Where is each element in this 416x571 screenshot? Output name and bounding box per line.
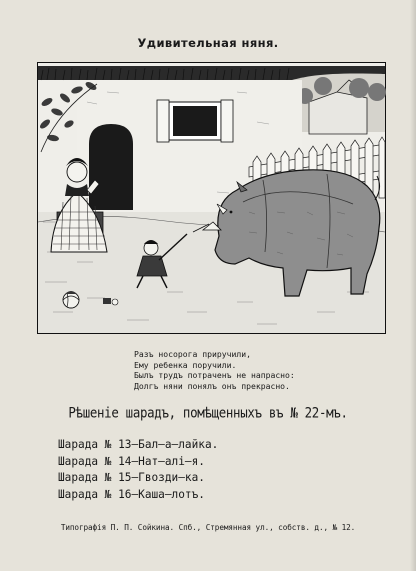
solutions-heading: Рѣшеніе шарадъ, помѣщенныхъ въ № 22-мъ. xyxy=(68,404,348,421)
doorway xyxy=(89,124,133,210)
charade-line: Шарада № 16—Каша—лотъ. xyxy=(58,487,205,501)
page-edge-shadow xyxy=(410,0,416,571)
charade-line: Шарада № 14—Нат—алі—я. xyxy=(58,454,205,468)
printer-imprint: Типографія П. П. Сойкина. Спб., Стремянная ул., собств. д., № 12. xyxy=(60,523,356,532)
charade-solutions xyxy=(58,437,218,503)
verse xyxy=(134,349,295,391)
toy xyxy=(103,298,111,304)
ball xyxy=(63,292,79,308)
page-title: Удивительная няня. xyxy=(137,36,279,50)
charade-line: Шарада № 15—Гвозди—ка. xyxy=(58,471,205,484)
illustration-nanny-rhinoceros xyxy=(37,62,386,334)
charade-line: Шарада № 13—Бал—а—лайка. xyxy=(58,438,219,451)
verse-line: Разъ носорога приручили, xyxy=(134,349,251,359)
verse-line: Ему ребенка поручили. xyxy=(134,359,237,370)
verse-line: Былъ трудъ потраченъ не напрасно: xyxy=(134,370,295,381)
verse-line: Долгъ няни понялъ онъ прекрасно. xyxy=(134,380,290,391)
